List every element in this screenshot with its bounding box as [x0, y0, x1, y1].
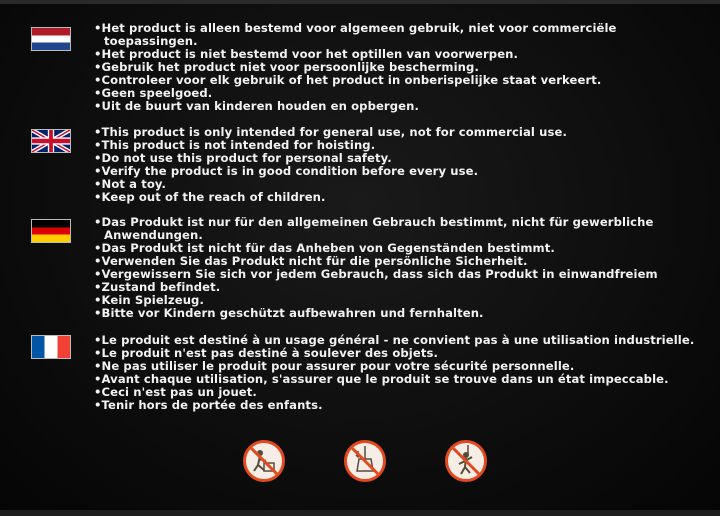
list-item: • Bitte vor Kindern geschützt aufbewahren und fernhalten. [94, 307, 710, 320]
list-item: • Zustand befindet. [94, 281, 710, 294]
list-item: • Controleer voor elk gebruik of het product in onberispelijke staat verkeert. [94, 74, 710, 87]
list-item: • Do not use this product for personal safety. [94, 152, 710, 165]
nl-flag-icon [32, 28, 70, 50]
list-item: • Verify the product is in good condition before every use. [94, 165, 710, 178]
list-item: • Geen speelgoed. [94, 87, 710, 100]
list-item: • Vergewissern Sie sich vor jedem Gebrauch, dass sich das Produkt in einwandfreiem [94, 268, 710, 281]
list-item: • This product is only intended for general use, not for commercial use. [94, 126, 710, 139]
fr-flag-icon [32, 336, 70, 358]
de-flag-icon [32, 220, 70, 242]
list-item: • Le produit est destiné à un usage général - ne convient pas à une utilisation industrielle. [94, 334, 710, 347]
list-item: • This product is not intended for hoisting. [94, 139, 710, 152]
list-item: • Ceci n'est pas un jouet. [94, 386, 710, 399]
list-item: • Not a toy. [94, 178, 710, 191]
list-item: • Gebruik het product niet voor persoonlijke bescherming. [94, 61, 710, 74]
uk-flag-icon [32, 130, 70, 152]
no-commercial-use-icon [243, 440, 285, 482]
list-item: • Keep out of the reach of children. [94, 191, 710, 204]
list-item: • Uit de buurt van kinderen houden en opbergen. [94, 100, 710, 113]
nl-warnings [94, 22, 710, 113]
list-item: • Het product is niet bestemd voor het optillen van voorwerpen. [94, 48, 710, 61]
list-item: • Avant chaque utilisation, s'assurer que le produit se trouve dans un état impeccable. [94, 373, 710, 386]
list-item: • Ne pas utiliser le produit pour assurer pour votre sécurité personnelle. [94, 360, 710, 373]
no-hoisting-icon [344, 440, 386, 482]
list-item: • Das Produkt ist nur für den allgemeinen Gebrauch bestimmt, nicht für gewerbliche Anwendungen. [94, 216, 710, 242]
list-item: • Kein Spielzeug. [94, 294, 710, 307]
de-warnings [94, 216, 710, 320]
list-item: • Das Produkt ist nicht für das Anheben von Gegenständen bestimmt. [94, 242, 710, 255]
no-personal-safety-icon [445, 440, 487, 482]
list-item: • Verwenden Sie das Produkt nicht für die persönliche Sicherheit. [94, 255, 710, 268]
list-item: • Het product is alleen bestemd voor algemeen gebruik, niet voor commerciële toepassingen. [94, 22, 710, 48]
fr-warnings [94, 334, 710, 412]
list-item: • Tenir hors de portée des enfants. [94, 399, 710, 412]
prohibition-icons [0, 440, 720, 490]
en-warnings [94, 126, 710, 204]
list-item: • Le produit n'est pas destiné à soulever des objets. [94, 347, 710, 360]
